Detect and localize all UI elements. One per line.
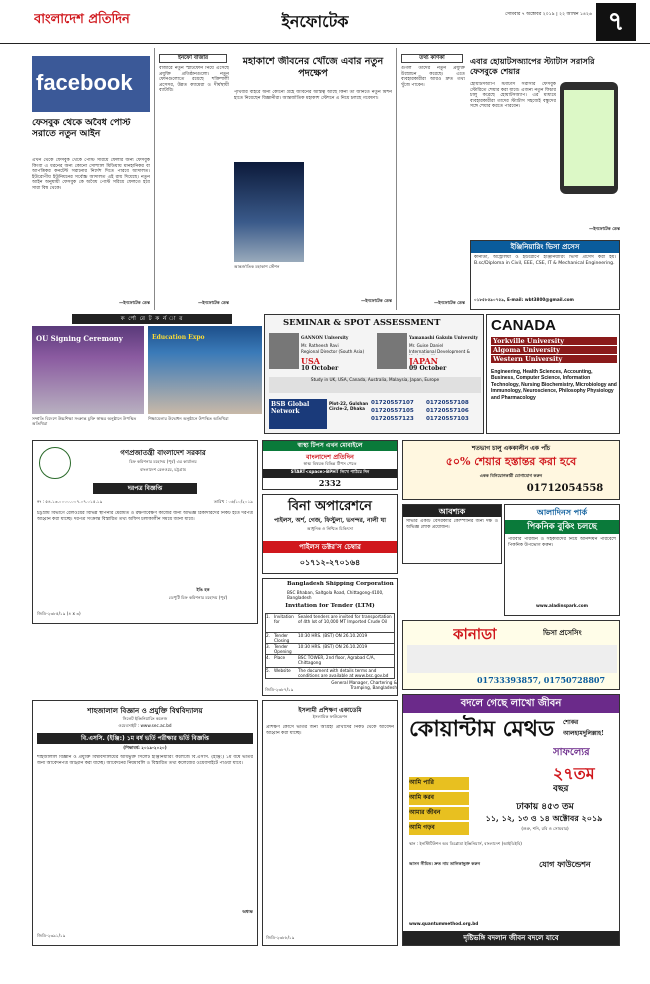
gannon-photo xyxy=(269,333,299,369)
quantum-lines xyxy=(409,777,469,837)
islamic-foundation-notice xyxy=(262,700,398,946)
info-market-body: বাজারে নতুন স্মার্টফোন নিয়ে এসেছে প্রযুক্তি প্রতিষ্ঠানগুলো। নতুন ফোনগুলোতে রয়েছে শক্তিশালী প্রসেসর, উন্নত ক্যামেরা ও দীর্ঘস্থায়ী ব্যাটারি। xyxy=(159,66,229,94)
canada-visa-text: ভিসা প্রসেসিং xyxy=(543,628,582,637)
govt-date: তারিখ : ০৬/১০/২০১৯ xyxy=(213,499,253,504)
shipping-code: জিডি-২৩৮৭/১৯ xyxy=(265,687,294,692)
expo-caption: শিক্ষামেলার উদ্বোধন অনুষ্ঠানে উপস্থিত অতিথিরা xyxy=(148,416,229,421)
whatsapp-story xyxy=(470,48,620,236)
govt-emblem-icon xyxy=(39,447,71,479)
table-cell: 2. xyxy=(266,633,270,638)
piles-body: পাইলস, অর্শ, গেজ, ফিস্টুলা, ভগন্দর, নালী ঘা xyxy=(273,517,387,524)
govt-ref: নং : ৫৪.১৩.০০০০.০০৭.০৭.০১৫.১৯ xyxy=(37,499,103,504)
govt-code: জিডি-২৩৮৫/১৯ (৪ x ৩) xyxy=(37,611,81,616)
facebook-story xyxy=(32,48,150,310)
facebook-logo-block xyxy=(32,56,150,112)
seminar-title: SEMINAR & SPOT ASSESSMENT xyxy=(283,318,441,328)
quantum-title: কোয়ান্টাম মেথড xyxy=(409,716,555,742)
gannon-person: Mr. Ratheesh Ravi xyxy=(301,343,339,348)
quantum-year-word: বছর xyxy=(553,784,569,793)
quantum-foundation: যোগ ফাউন্ডেশন xyxy=(539,859,591,869)
bsb-address: Plot-22, Gulshan Circle-2, Dhaka xyxy=(329,401,369,412)
seminar-note: Study in UK, USA, Canada, Australia, Malaysia, Japan, Europe xyxy=(269,377,481,393)
quantum-line: আমার জীবন xyxy=(409,807,469,820)
share-phone: 01712054558 xyxy=(526,483,604,494)
phone-number: 01720557108 xyxy=(426,400,469,406)
piles-title: বিনা অপারেশনে xyxy=(288,499,372,513)
health-tips-sms: START<space>BPHT লিখে পাঠিয়ে দিন xyxy=(263,469,397,478)
table-cell: Invitation for xyxy=(274,614,294,624)
whatsapp-headline: এবার হোয়াটসঅ্যাপের স্ট্যাটাস সরাসরি ফেসবুকে শেয়ার xyxy=(470,56,595,76)
table-row xyxy=(266,655,394,668)
space-story xyxy=(234,48,392,310)
aabashik-title: আবশ্যক xyxy=(403,505,501,517)
table-cell: Sealed tenders are invited for transportation of 4th lot of 10,000 MT Imported Crude Oil xyxy=(298,614,392,624)
health-tips-ad xyxy=(262,440,398,490)
sust-web: ওয়েবসাইট : www.sec.ac.bd xyxy=(118,723,172,728)
sust-title: শাহজালাল বিজ্ঞান ও প্রযুক্তি বিশ্ববিদ্যালয় xyxy=(87,706,203,715)
aabashik-ad xyxy=(402,504,502,564)
share-big: ৫০% শেয়ার হস্তান্তর করা হবে xyxy=(445,455,577,468)
table-cell: 4. xyxy=(266,655,270,660)
phone-number: 01720557105 xyxy=(371,408,414,414)
visa-ad-title: ইঞ্জিনিয়ারিং ভিসা প্রসেস xyxy=(471,241,619,253)
corporate-corner-label: ক র্পো রে ট ক র্ন া র xyxy=(72,314,232,324)
yamanashi-country: JAPAN xyxy=(409,356,438,365)
share-title: শতভাগ চালু এককালীন এক পাঁচ xyxy=(471,445,551,452)
facebook-headline: ফেসবুক থেকে অবৈধ পোস্ট সরাতে নতুন আইন xyxy=(32,118,131,139)
space-body-cont xyxy=(308,162,392,262)
quantum-footer: দৃষ্টিভঙ্গি বদলান জীবন বদলে যাবে xyxy=(403,931,619,945)
piles-ad xyxy=(262,494,398,574)
yamanashi-person: Mr. Guise Daniel xyxy=(409,343,444,348)
table-row xyxy=(266,668,394,679)
space-caption: আন্তর্জাতিক মহাকাশ স্টেশন xyxy=(234,264,280,269)
shipping-company: Bangladesh Shipping Corporation xyxy=(287,581,394,587)
bsb-logo: BSB Global Network xyxy=(269,399,327,429)
table-cell: 10:30 HRS. (BST) ON 26.10.2019 xyxy=(298,644,368,649)
govt-signer-title: ডেপুটি চিফ কমিশনার মহোদয় (পূর্ব) xyxy=(168,595,228,600)
space-station-photo xyxy=(234,162,304,262)
quantum-venue: স্থান : ইনস্টিটিউশন অব ডিপ্লোমা ইঞ্জিনিয়ার্স, বাংলাদেশ (আইডিইবি) xyxy=(409,841,522,846)
table-cell: The document with details terms and conditions are available at www.bsc.gov.bd xyxy=(298,668,389,678)
piles-clinic: পাইলস ডক্টর'স চেম্বার xyxy=(263,541,397,553)
canada-title: CANADA xyxy=(491,317,556,334)
whatsapp-body-cont xyxy=(470,196,620,226)
visa-ad-body: কানাডা, অস্ট্রেলিয়া ও ইউরোপে ইঞ্জিনিয়ারিং ভিসা প্রসেস করা হয়। B.sc/Diploma in Civil, EEE, CSE, IT & Mechanical Engineering. xyxy=(474,255,616,266)
aabashik-body: সাভার একটি বেসরকারি কোম্পানির জন্য দক্ষ ও অভিজ্ঞ লোক প্রয়োজন। xyxy=(406,519,498,530)
quantum-contact: আসন সীমিত। দ্রুত নাম তালিকাভুক্ত করুন xyxy=(409,861,481,866)
canada-uni: Western University xyxy=(491,355,617,363)
facebook-body: এখন থেকে ফেসবুক থেকে পোস্ট সরিয়ে ফেলার জন্য ফেসবুক কিংবা এ ধরনের অন্য কোনো সোশ্যাল মিডিয়ায় মানহানিকর বা আপত্তিকর কনটেন্ট সরানোর নির্দেশ দিতে পারবে আদালত। ইউরোপীয় ইউনিয়নের সর্বোচ্চ আদালত এই রায় দিয়েছে। নতুন আইন অনুযায়ী ফেসবুক কে অবৈধ পোস্ট সরিয়ে ফেলতে হবে সারা বিশ্ব থেকে। xyxy=(32,158,150,191)
table-row xyxy=(266,614,394,633)
piles-phone: ০১৭১২-২৭০১৬৪ xyxy=(299,557,361,567)
phone-number: 01720557123 xyxy=(371,416,414,422)
shipping-addr: BSC Bhaban, Saltgola Road, Chittagong-4100, Bangladesh xyxy=(287,590,384,601)
quantum-line: আমি পারি xyxy=(409,777,469,790)
picnic-web: www.aladinspark.com xyxy=(536,603,588,608)
info-market-column xyxy=(154,48,230,310)
canada-visa-title: কানাডা xyxy=(453,625,497,643)
quantum-days: (শুক্র, শনি, রবি ও সোমবার) xyxy=(521,826,569,831)
canada-visa-ad xyxy=(402,620,620,690)
info-market-kicker: ইনফো বাজার xyxy=(159,54,227,63)
quantum-ad xyxy=(402,694,620,946)
gannon-uni: GANNON University xyxy=(301,335,349,340)
health-tips-title: স্বাস্থ্য টিপস এখন মোবাইলে xyxy=(263,441,397,451)
islamic-code: জিডি-২৩৮৮/১৯ xyxy=(266,935,295,940)
table-cell: Tender Closing xyxy=(274,633,290,643)
yamanashi-role: International Development & xyxy=(409,349,470,354)
table-cell: BSC TOWER, 2nd floor, Agrabad C/A, Chittagong xyxy=(298,655,375,665)
govt-body: চট্টগ্রাম বিভাগে রেলওয়ের বিভিন্ন স্থাপনার মেরামত ও রক্ষণাবেক্ষণ কাজের জন্য অভিজ্ঞ ঠিকাদারদের নিকট হতে দরপত্র আহ্বান করা যাচ্ছে। দরপত্র সংক্রান্ত বিস্তারিত তথ্য অফিস চলাকালীন সময়ে জানা যাবে। xyxy=(37,511,253,522)
sust-sub: সিলেট ইঞ্জিনিয়ারিং কলেজ xyxy=(122,716,168,721)
islamic-title: ইসলামী প্রশিক্ষণ একাডেমি xyxy=(298,707,362,714)
canada-visa-phone: 01733393857, 01750728807 xyxy=(476,675,606,685)
sust-sign: অধ্যক্ষ xyxy=(242,909,253,914)
info-column xyxy=(396,48,466,310)
canada-visa-body xyxy=(407,645,617,673)
phone-number: 01720557106 xyxy=(426,408,469,414)
phone-number: 01720557103 xyxy=(426,416,469,422)
shipping-title: Invitation for Tender (LTM) xyxy=(285,603,375,609)
table-row xyxy=(266,633,394,644)
yamanashi-uni: Yamanashi Gakuin University xyxy=(409,335,478,340)
space-body: পৃথিবীর বাইরে অন্য কোনো গ্রহে জীবনের অস্তিত্ব আছে কিনা তা জানতে নতুন মিশন হাতে নিয়েছেন বিজ্ঞানীরা। আন্তর্জাতিক মহাকাশ স্টেশনে এ নিয়ে চলছে গবেষণা। xyxy=(234,90,392,101)
visa-ad-phone: ০১৮৫৮৫৯০৭৫৯, E-mail: wbt3800@gmail.com xyxy=(474,297,574,302)
info-byline: —ইনফোটেক ডেস্ক xyxy=(434,300,465,305)
canada-uni: Yorkville University xyxy=(491,337,617,345)
quantum-line: আমি করব xyxy=(409,792,469,805)
tender-notice-bar: দরপত্র বিজ্ঞপ্তি xyxy=(93,483,197,494)
quantum-web: www.quantummethod.org.bd xyxy=(409,921,479,926)
phone-number: 01720557107 xyxy=(371,400,414,406)
issue-date: সোমবার ৭ অক্টোবর ২০১৯ | ২২ আশ্বিন ১৪২৬ xyxy=(505,12,592,17)
masthead xyxy=(0,0,650,44)
whatsapp-phone-image xyxy=(560,82,618,194)
picnic-body: পরিবার পরিজন ও সহকর্মীদের নিয়ে আনন্দঘন পরিবেশে পিকনিক উপভোগ করুন। xyxy=(508,537,616,548)
shipping-table xyxy=(265,613,395,679)
corporate-corner xyxy=(32,314,262,434)
islamic-body: প্রশিক্ষণ কোর্সে ভর্তির জন্য আগ্রহী প্রার্থীদের নিকট থেকে আবেদন আহ্বান করা যাচ্ছে। xyxy=(266,725,394,736)
table-cell: 5. xyxy=(266,668,270,673)
health-tips-line: স্বাস্থ্য বিষয়ক বিভিন্ন টিপস পেতে xyxy=(303,461,357,466)
picnic-ad xyxy=(504,504,620,616)
space-byline: —ইনফোটেক ডেস্ক xyxy=(361,298,392,303)
shipping-sign: General Manager, Chartering & Tramping, Bangladesh xyxy=(331,680,397,691)
picnic-title: আলাদিনস পার্ক xyxy=(536,507,588,517)
gannon-role: Regional Director (South Asia) xyxy=(301,349,365,354)
whatsapp-byline: —ইনফোটেক ডেস্ক xyxy=(589,226,620,231)
sust-admission xyxy=(32,700,258,946)
gannon-date: 10 October xyxy=(301,365,339,372)
quantum-course: ঢাকায় ৪৫৩ তম xyxy=(516,802,574,811)
info-kicker: তথ্য কণিকা xyxy=(401,54,463,63)
section-title: ইনফোটেক xyxy=(281,12,349,31)
yamanashi-date: 09 October xyxy=(409,365,447,372)
piles-sub: আধুনিক ও নিশ্চিত চিকিৎসা xyxy=(306,526,354,531)
table-cell: 3. xyxy=(266,644,270,649)
whatsapp-body: হোয়াটসঅ্যাপ স্ট্যাটাস সরাসরি ফেসবুক স্টোরিতে শেয়ার করা যাবে। এজন্য নতুন ফিচার চালু করেছে হোয়াটসঅ্যাপ। এর মাধ্যমে ব্যবহারকারীরা তাদের স্ট্যাটাস সহজেই বন্ধুদের সঙ্গে শেয়ার করতে পারবেন। xyxy=(470,82,556,110)
newspaper-logo: বাংলাদেশ প্রতিদিন xyxy=(34,12,130,27)
signing-caption: সম্প্রতি বিদেশে উচ্চশিক্ষা সংক্রান্ত চুক্তি স্বাক্ষর অনুষ্ঠানে উপস্থিত অতিথিরা xyxy=(32,416,137,427)
islamic-org: ইসলামিক ফাউন্ডেশন xyxy=(312,714,348,719)
sust-body: শাহজালাল বিজ্ঞান ও প্রযুক্তি বিশ্ববিদ্যালয়ের অধিভুক্ত সিলেট ইঞ্জিনিয়ারিং কলেজে বি.এসসি. (ইঞ্জি:) ১ম বর্ষে ভর্তির জন্য আবেদনপত্র আহ্বান করা যাচ্ছে। আবেদনের নিয়মাবলি ও বিস্তারিত তথ্য কলেজের ওয়েবসাইটে পাওয়া যাবে। xyxy=(37,755,253,766)
picnic-sub: পিকনিক বুকিং চলছে xyxy=(505,520,619,534)
facebook-icon: facebook xyxy=(36,70,133,95)
table-row xyxy=(266,644,394,655)
expo-banner: Education Expo xyxy=(152,334,205,341)
share-ad xyxy=(402,440,620,500)
table-cell: 1. xyxy=(266,614,270,619)
govt-title: গণপ্রজাতন্ত্রী বাংলাদেশ সরকার xyxy=(120,448,206,457)
quantum-bar: বদলে গেছে লাখো জীবন xyxy=(403,695,619,713)
seminar-ad xyxy=(264,314,484,434)
page-number: ৭ xyxy=(596,3,636,41)
railway-notice xyxy=(32,440,258,624)
govt-signer: ইঙি হক xyxy=(196,587,210,592)
sust-bar: বি.এসসি. (ইঞ্জি:) ১ম বর্ষ ভর্তি পরীক্ষার ভর্তি বিজ্ঞপ্তি xyxy=(37,733,253,744)
signing-photo xyxy=(32,326,144,414)
quantum-body xyxy=(409,875,617,919)
table-cell: 10:30 HRS. (BST) ON 26.10.2019 xyxy=(298,633,368,638)
shipping-tender xyxy=(262,578,398,696)
sust-session: (শিক্ষাবর্ষ: ২০১৯-২০২০) xyxy=(123,745,167,750)
signing-banner: OU Signing Ceremony xyxy=(36,334,123,343)
canada-ad xyxy=(486,314,620,434)
facebook-byline: —ইনফোটেক ডেস্ক xyxy=(119,300,150,305)
expo-photo xyxy=(148,326,262,414)
health-tips-logo: বাংলাদেশ প্রতিদিন xyxy=(306,453,354,461)
table-cell: Tender Opening xyxy=(274,644,292,654)
health-tips-num: 2332 xyxy=(318,478,342,488)
canada-subjects: Engineering, Health Sciences, Accounting, Business, Computer Science, Information Technology, Nursing Biochemistry, Microbiology and Immunology, Neuroscience, Philosophy Physiology and Pharmacology xyxy=(491,369,617,401)
quantum-shok: শোকর আলহামদুলিল্লাহ! xyxy=(563,719,604,737)
quantum-dates: ১১, ১২, ১৩ ও ১৪ অক্টোবর ২০১৯ xyxy=(485,813,603,823)
table-cell: Place xyxy=(274,655,286,660)
govt-sub1: চিফ কমিশনার মহোদয় (পূর্ব) এর কার্যালয় xyxy=(129,459,197,464)
gannon-country: USA xyxy=(301,356,320,365)
quantum-years: ২৭তম xyxy=(553,764,595,781)
yamanashi-photo xyxy=(377,333,407,369)
quantum-line: আমি গড়ব xyxy=(409,822,469,835)
share-sub: একক বিনিয়োগকারী যোগাযোগ করুন xyxy=(479,473,543,478)
info-market-byline: —ইনফোটেক ডেস্ক xyxy=(198,300,229,305)
sust-code: জিডি-২৩৯১/১৯ xyxy=(37,933,66,938)
quantum-success: সাফল্যের xyxy=(553,747,590,758)
govt-sub2: বাংলাদেশ রেলওয়ে, চট্টগ্রাম xyxy=(140,467,186,472)
space-headline: মহাকাশে জীবনের খোঁজে এবার নতুন পদক্ষেপ xyxy=(242,56,384,79)
canada-uni: Algoma University xyxy=(491,346,617,354)
table-cell: Website xyxy=(274,668,291,673)
seminar-phones xyxy=(371,399,483,431)
visa-ad xyxy=(470,240,620,310)
phone-screen xyxy=(564,90,614,186)
info-body: গুগল তাদের নতুন প্রযুক্তি উন্মোচন করেছে। এতে ব্যবহারকারীরা আরও দ্রুত তথ্য খুঁজে পাবেন। xyxy=(401,66,465,88)
